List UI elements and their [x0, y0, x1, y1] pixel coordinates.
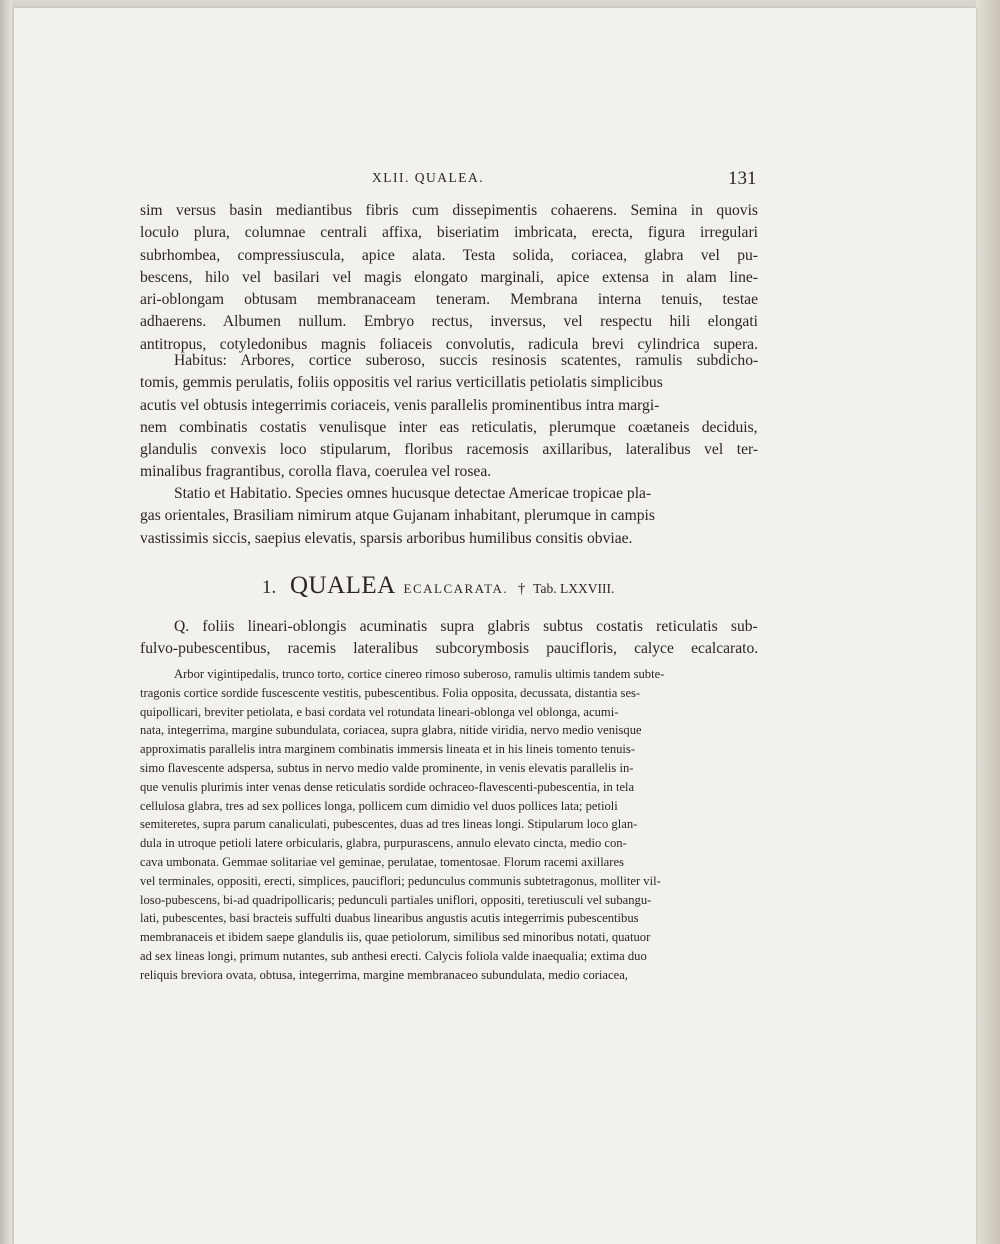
- text-line: loculo plura, columnae centrali affixa, biseriatim imbricata, erecta, figura irregulari: [140, 224, 758, 242]
- text-line: Arbor vigintipedalis, trunco torto, cortice cinereo rimoso suberoso, ramulis ultimis tandem subte-: [174, 667, 665, 681]
- text-line: adhaerens. Albumen nullum. Embryo rectus, inversus, vel respectu hili elongati: [140, 313, 758, 331]
- plate-reference: Tab. LXXVIII.: [533, 581, 615, 596]
- text-line: dula in utroque petioli latere orbicularis, glabra, purpurascens, annulo elevato cincta, medio con-: [140, 836, 627, 851]
- text-line: quipollicari, breviter petiolata, e basi cordata vel rotundata lineari-oblonga vel oblonga, acumi-: [140, 704, 619, 719]
- genus-name: QUALEA: [290, 572, 396, 599]
- text-line: nem combinatis costatis venulisque inter eas reticulatis, plerumque coætaneis deciduis,: [140, 418, 758, 436]
- text-line: semiteretes, supra parum canaliculati, pubescentes, duas ad tres lineas longi. Stipularum loco glan-: [140, 817, 638, 832]
- paragraph-semina: [140, 200, 758, 356]
- text-line: subrhombea, compressiuscula, apice alata. Testa solida, coriacea, glabra vel pu-: [140, 246, 758, 264]
- text-line: nata, integerrima, margine subundulata, coriacea, supra glabra, nitide viridia, nervo medio venisque: [140, 723, 642, 738]
- text-line: reliquis breviora ovata, obtusa, integerrima, margine membranaceo subundulata, medio coriacea,: [140, 967, 628, 982]
- page-number: 131: [728, 168, 757, 189]
- running-title: XLII. QUALEA.: [372, 170, 485, 185]
- text-line: approximatis parallelis intra marginem combinatis immersis lineata et in his lineis tomento tenuis-: [140, 742, 636, 757]
- text-line: lati, pubescentes, basi bracteis suffulti duabus linearibus angustis acutis integerrimis pubescentibus: [140, 911, 639, 926]
- text-line: fulvo-pubescentibus, racemis lateralibus subcorymbosis paucifloris, calyce ecalcarato.: [140, 640, 759, 658]
- text-line: acutis vel obtusis integerrimis coriaceis, venis parallelis prominentibus intra margi-: [140, 396, 660, 414]
- text-line: vel terminales, oppositi, erecti, simplices, pauciflori; pedunculus communis subtetragonus, molliter vil-: [140, 873, 661, 888]
- text-line: tomis, gemmis perulatis, foliis oppositis vel rarius verticillatis petiolatis simplicibus: [140, 374, 663, 392]
- species-number: 1.: [262, 577, 277, 598]
- text-line: cava umbonata. Gemmae solitariae vel geminae, perulatae, tomentosae. Florum racemi axillares: [140, 854, 624, 869]
- text-line: bescens, hilo vel basilari vel magis elongato marginali, apice extensa in alam line-: [140, 268, 758, 286]
- species-diagnosis: [140, 616, 758, 661]
- text-line: antitropus, cotyledonibus magnis foliaceis convolutis, radicula brevi cylindrica supera.: [140, 335, 758, 353]
- text-line: glandulis convexis loco stipularum, floribus racemosis axillaribus, lateralibus vel ter-: [140, 441, 759, 459]
- text-line: cellulosa glabra, tres ad sex pollices longa, pollicem cum dimidio vel duos pollices lata; petioli: [140, 798, 618, 813]
- text-line: ari-oblongam obtusam membranaceam teneram. Membrana interna tenuis, testae: [140, 291, 758, 309]
- text-line: Q. foliis lineari-oblongis acuminatis supra glabris subtus costatis reticulatis sub-: [174, 618, 758, 635]
- text-line: membranaceis et ibidem saepe glandulis iis, quae petiolorum, similibus sed minoribus notati, quatuor: [140, 930, 651, 945]
- text-line: vastissimis siccis, saepius elevatis, sparsis arboribus humilibus consitis obviae.: [140, 529, 633, 547]
- text-line: Habitus: Arbores, cortice suberoso, succis resinosis scatentes, ramulis subdicho-: [174, 352, 759, 369]
- text-line: gas orientales, Brasiliam nimirum atque Gujanam inhabitant, plerumque in campis: [140, 507, 655, 525]
- species-heading: [262, 572, 614, 600]
- text-line: sim versus basin mediantibus fibris cum dissepimentis cohaerens. Semina in quovis: [140, 202, 758, 219]
- text-line: tragonis cortice sordide fuscescente vestitis, pubescentibus. Folia opposita, decussata, distantia ses-: [140, 685, 641, 700]
- text-line: loso-pubescens, bi-ad quadripollicaris; pedunculi partiales uniflori, oppositi, teretiusculi vel subangu-: [140, 892, 652, 907]
- text-line: ad sex lineas longi, primum nutantes, sub anthesi erecti. Calycis foliola valde inaequalia; extima duo: [140, 948, 647, 963]
- text-line: que venulis plurimis inter venas dense reticulatis sordide ochraceo-flavescenti-pubescentia, in tela: [140, 779, 635, 794]
- text-line: simo flavescente adspersa, subtus in nervo medio valde prominente, in venis elevatis parallelis in-: [140, 760, 634, 775]
- text-line: Statio et Habitatio. Species omnes hucusque detectae Americae tropicae pla-: [174, 485, 652, 502]
- text-line: minalibus fragrantibus, corolla flava, coerulea vel rosea.: [140, 463, 492, 481]
- dagger-mark: †: [517, 581, 526, 597]
- binding-shadow: [0, 0, 12, 1244]
- paragraph-statio: [140, 483, 758, 550]
- page-edge: [976, 0, 1000, 1244]
- paragraph-habitus: [140, 350, 758, 484]
- species-description: [140, 665, 758, 985]
- species-epithet: ECALCARATA.: [403, 581, 509, 596]
